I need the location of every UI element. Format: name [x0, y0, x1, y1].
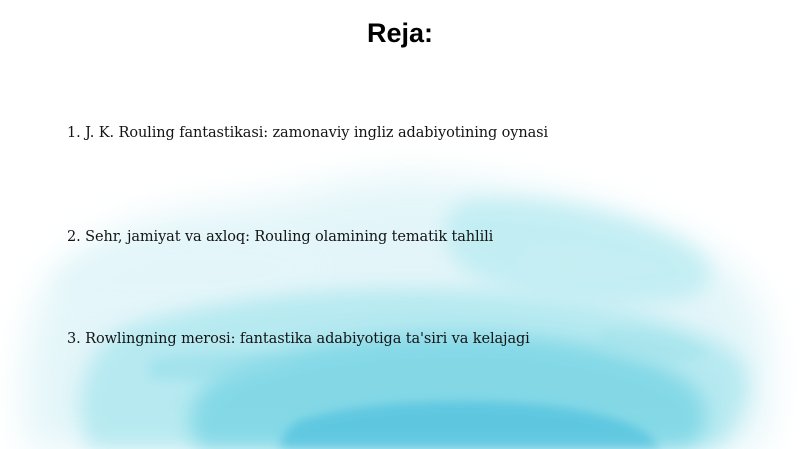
plan-item-3: 3. Rowlingning merosi: fantastika adabiyotiga ta'siri va kelajagi [67, 331, 530, 347]
plan-item-2: 2. Sehr, jamiyat va axloq: Rouling olamining tematik tahlili [67, 229, 494, 245]
plan-item-1: 1. J. K. Rouling fantastikasi: zamonaviy ingliz adabiyotining oynasi [67, 125, 549, 141]
slide-title: Reja: [366, 18, 434, 48]
